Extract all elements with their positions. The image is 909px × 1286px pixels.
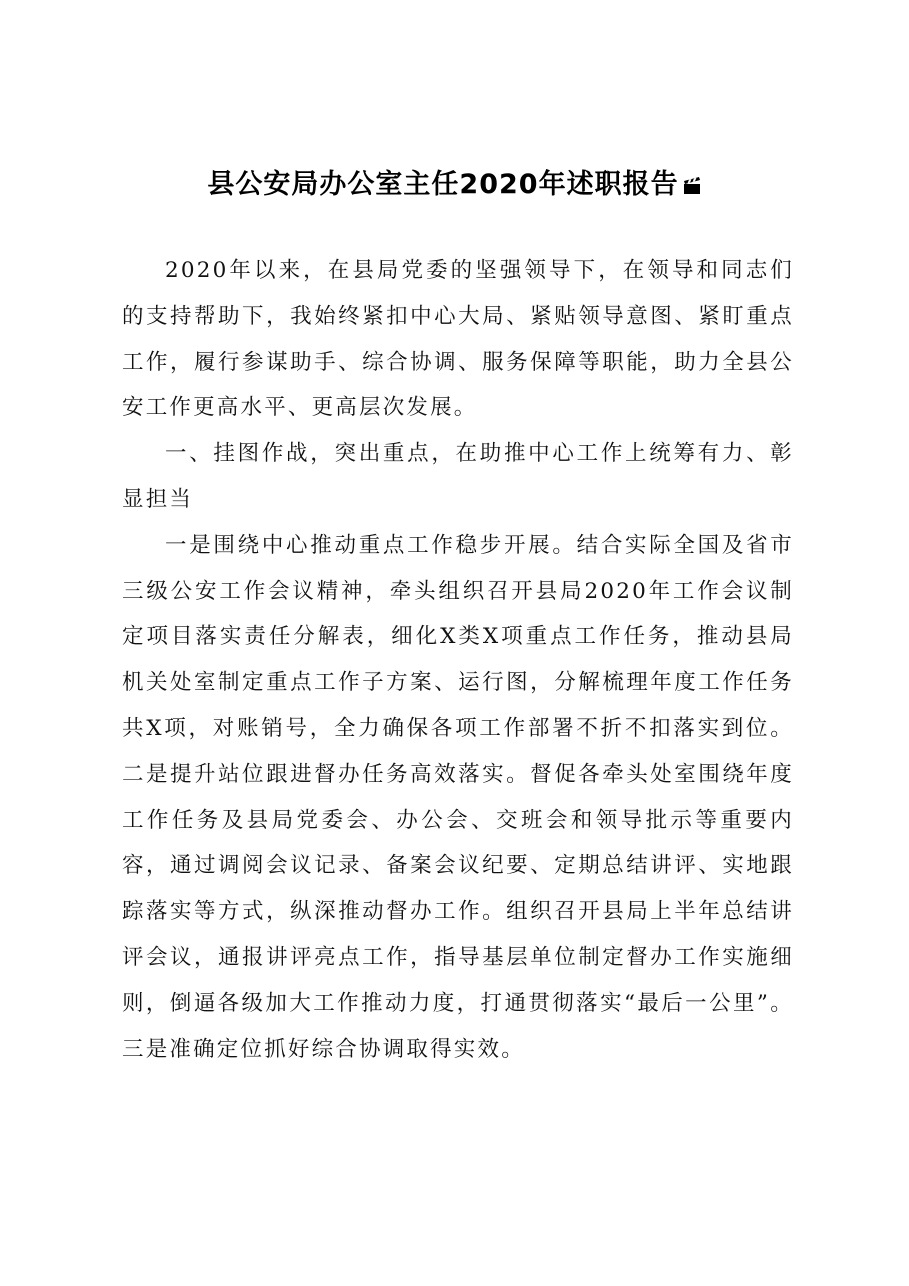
clapperboard-icon — [682, 176, 702, 194]
document-title-text: 县公安局办公室主任2020年述职报告 — [207, 169, 679, 200]
paragraph-intro: 2020年以来，在县局党委的坚强领导下，在领导和同志们的支持帮助下，我始终紧扣中心大局、紧贴领导意图、紧盯重点工作，履行参谋助手、综合协调、服务保障等职能，助力全县公安工作更高水平、更高层次发展。 — [122, 258, 794, 421]
section-heading-1: 一、挂图作战，突出重点，在助推中心工作上统筹有力、彰显担当 — [122, 441, 794, 512]
document-title — [0, 165, 909, 205]
paragraph-section-1-content: 一是围绕中心推动重点工作稳步开展。结合实际全国及省市三级公安工作会议精神，牵头组织召开县局2020年工作会议制定项目落实责任分解表，细化X类X项重点工作任务，推动县局机关处室制定重点工作子方案、运行图，分解梳理年度工作任务共X项，对账销号，全力确保各项工作部署不折不扣落实到位。二是提升站位跟进督办任务高效落实。督促各牵头处室围绕年度工作任务及县局党委会、办公会、交班会和领导批示等重要内容，通过调阅会议记录、备案会议纪要、定期总结讲评、实地跟踪落实等方式，纵深推动督办工作。组织召开县局上半年总结讲评会议，通报讲评亮点工作，指导基层单位制定督办工作实施细则，倒逼各级加大工作推动力度，打通贯彻落实“最后一公里”。三是准确定位抓好综合协调取得实效。 — [122, 532, 794, 1062]
document-body — [122, 248, 794, 1072]
